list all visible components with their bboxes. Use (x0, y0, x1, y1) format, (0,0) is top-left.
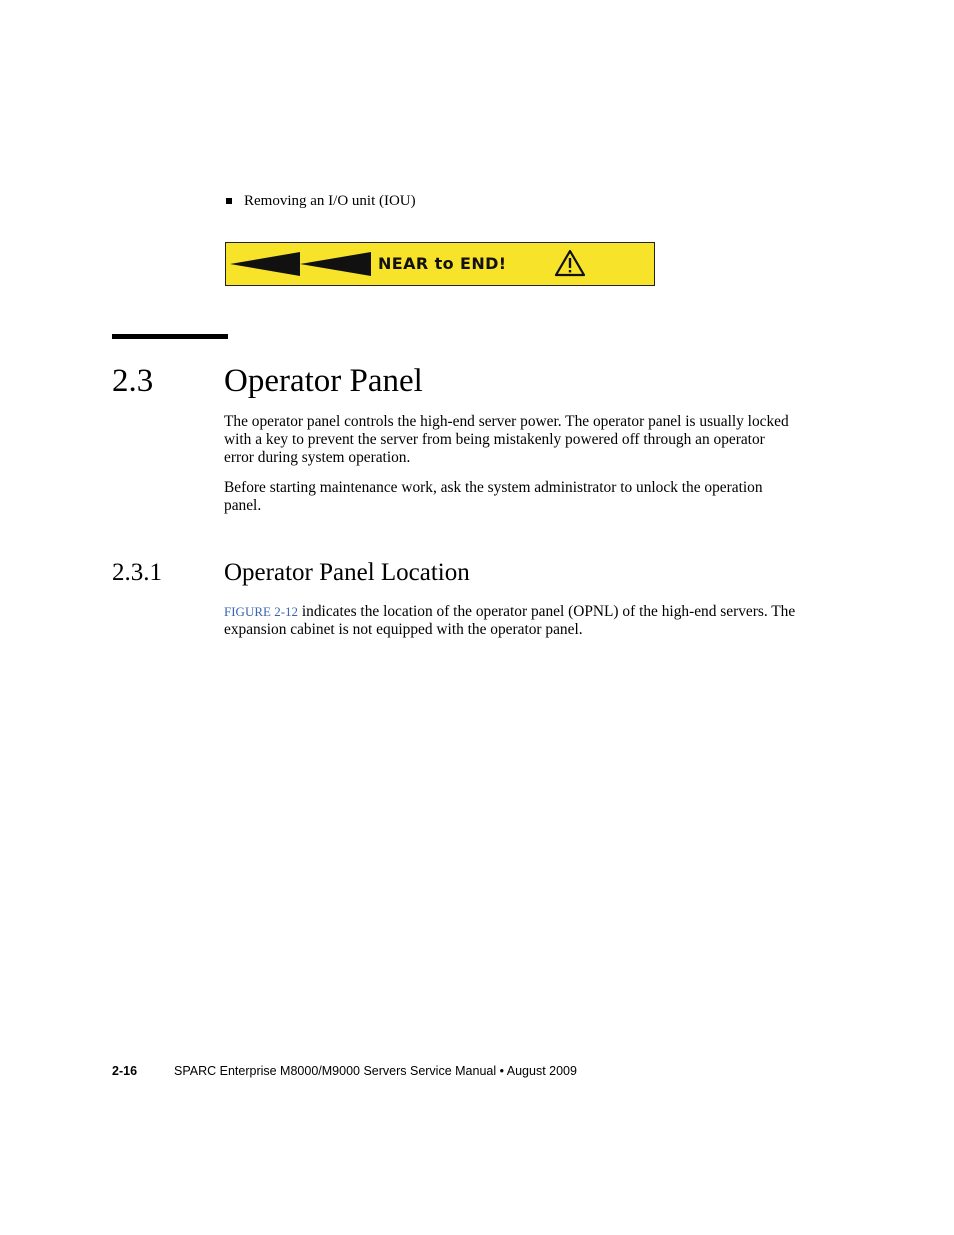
page-number: 2-16 (112, 1064, 138, 1078)
subsection-title: Operator Panel Location (224, 559, 470, 586)
banner-label: NEAR to END! (378, 254, 507, 273)
section-title: Operator Panel (224, 363, 423, 399)
paragraph: Before starting maintenance work, ask the system administrator to unlock the operation panel. (224, 479, 763, 514)
warning-triangle-icon (556, 251, 584, 275)
section-number: 2.3 (112, 363, 154, 399)
footer-book-title: SPARC Enterprise M8000/M9000 Servers Service Manual • August 2009 (174, 1064, 577, 1078)
near-to-end-banner (225, 242, 655, 286)
subsection-number: 2.3.1 (112, 559, 162, 586)
paragraph (224, 603, 796, 639)
figure-link[interactable]: FIGURE 2-12 (224, 604, 299, 619)
left-arrow-icon (230, 252, 300, 276)
left-arrow-icon-2 (300, 252, 371, 276)
paragraph: The operator panel controls the high-end server power. The operator panel is usually locked with a key to prevent the server from being mistakenly powered off through an operator error during system operation. (224, 413, 789, 466)
bullet-list-item (226, 192, 416, 210)
section-rule (112, 334, 228, 339)
paragraph-text: indicates the location of the operator panel (OPNL) of the high-end servers. The expansion cabinet is not equipped with the operator panel. (224, 603, 796, 638)
bullet-text: Removing an I/O unit (IOU) (244, 193, 416, 209)
bullet-square-icon (226, 198, 232, 204)
